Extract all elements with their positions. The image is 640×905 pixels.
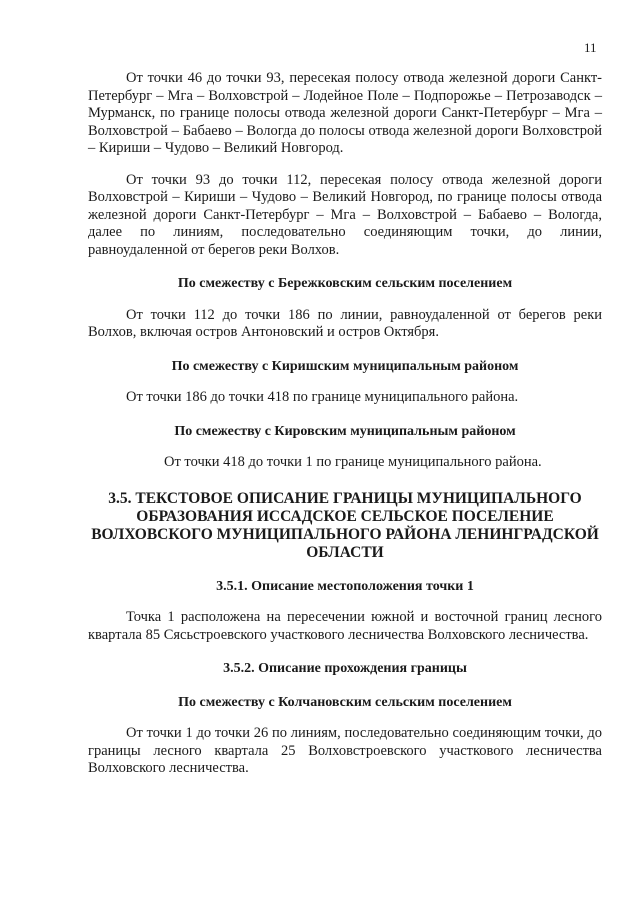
heading-3-5-1: 3.5.1. Описание местоположения точки 1 xyxy=(216,578,474,594)
heading-berezhkovskoe: По смежеству с Бережковским сельским поселением xyxy=(177,276,513,291)
paragraph-418-1: От точки 418 до точки 1 по границе муниципального района. xyxy=(164,454,542,470)
heading-kirovsky: По смежеству с Кировским муниципальным районом xyxy=(174,423,516,439)
heading-3-5-2: 3.5.2. Описание прохождения границы xyxy=(223,661,467,676)
paragraph-93-112: От точки 93 до точки 112, пересекая полосу отвода железной дороги Волховстрой – Кириши – Чудово – Великий Новгород, по границе полосы отвода железной дороги Санкт-Петербург – Мга – Волховстрой – Бабаево – Вологда, далее по линиям, последовательно соединяющим точки, до линии, равноудаленной от берегов реки Волхов. xyxy=(88,171,602,258)
paragraph-46-93: От точки 46 до точки 93, пересекая полосу отвода железной дороги Санкт-Петербург – Мга – Волховстрой – Лодейное Поле – Подпорожье – Петрозаводск – Мурманск, по границе полосы отвода железной дороги Санкт-Петербург – Мга – Волховстрой – Бабаево – Вологда до полосы отвода железной дороги Волховстрой – Кириши – Чудово – Великий Новгород. xyxy=(88,70,602,156)
section-title-3-5: 3.5. ТЕКСТОВОЕ ОПИСАНИЕ ГРАНИЦЫ МУНИЦИПАЛЬНОГО ОБРАЗОВАНИЯ ИССАДСКОЕ СЕЛЬСКОЕ ПОСЕЛЕНИЕ ВОЛХОВСКОГО МУНИЦИПАЛЬНОГО РАЙОНА ЛЕНИНГРАДСКОЙ ОБЛАСТИ xyxy=(91,489,599,561)
paragraph-186-418: От точки 186 до точки 418 по границе муниципального района. xyxy=(126,389,519,405)
document-body xyxy=(88,70,602,778)
paragraph-112-186: От точки 112 до точки 186 по линии, равноудаленной от берегов реки Волхов, включая остров Антоновский и остров Октября. xyxy=(88,306,602,340)
page-number: 11 xyxy=(584,40,597,55)
paragraph-1-26: От точки 1 до точки 26 по линиям, последовательно соединяющим точки, до границы лесного квартала 25 Волховстроевского участкового лесничества Волховского лесничества. xyxy=(88,725,602,776)
heading-kirishsky: По смежеству с Киришским муниципальным районом xyxy=(171,358,519,374)
heading-kolchanovskoe: По смежеству с Колчановским сельским поселением xyxy=(178,694,512,710)
paragraph-point-1: Точка 1 расположена на пересечении южной и восточной границ лесного квартала 85 Сясьстроевского участкового лесничества Волховского лесничества. xyxy=(88,609,602,643)
